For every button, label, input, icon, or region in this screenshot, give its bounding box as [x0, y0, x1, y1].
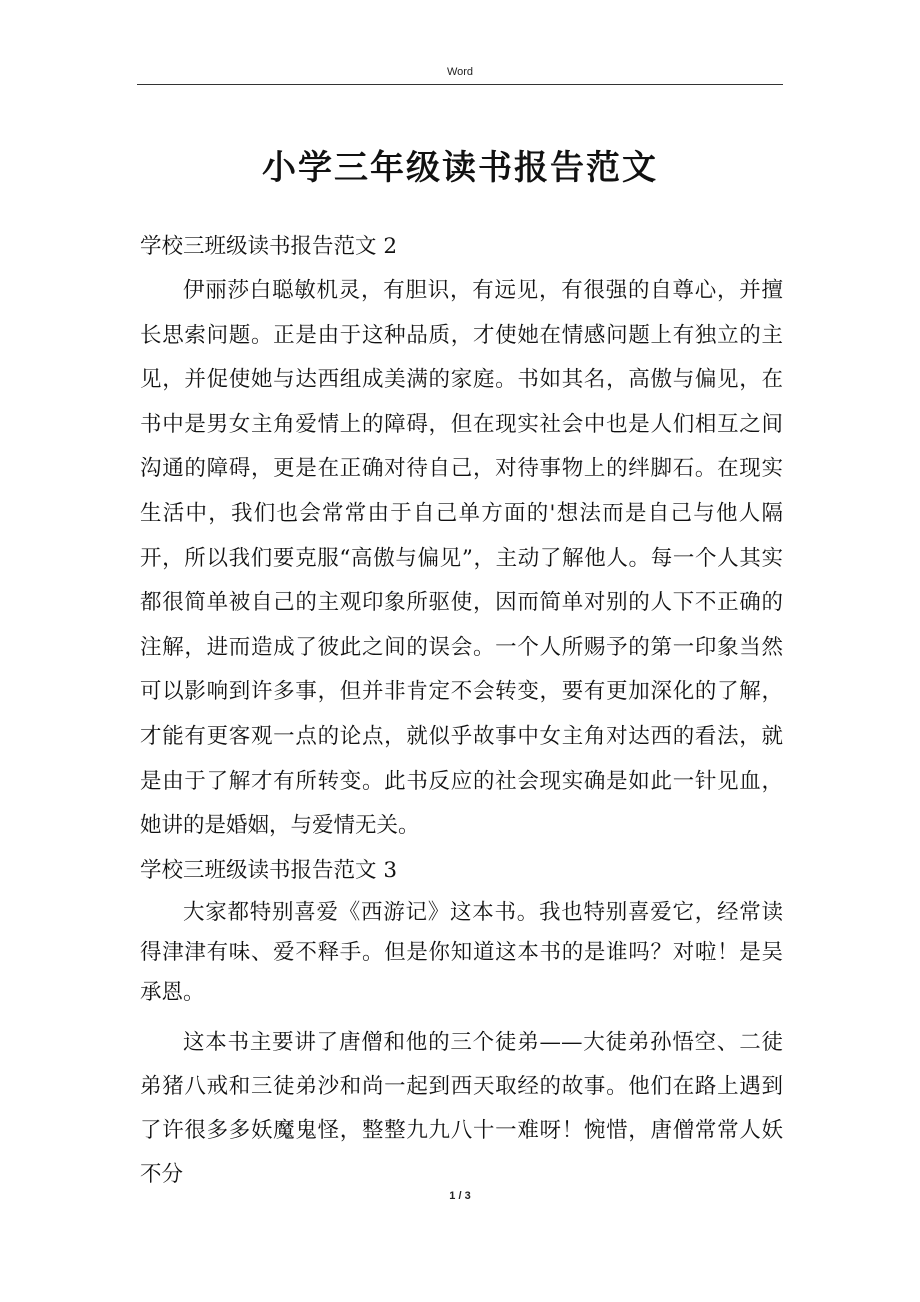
page-number: 1 / 3 — [449, 1190, 471, 1202]
section-heading-3: 学校三班级读书报告范文 3 — [140, 857, 398, 883]
body-paragraph: 伊丽莎白聪敏机灵，有胆识，有远见，有很强的自尊心，并擅长思索问题。正是由于这种品质，才使她在情感问题上有独立的主见，并促使她与达西组成美满的家庭。书如其名，高傲与偏见，在书中是男女主角爱情上的障碍，但在现实社会中也是人们相互之间沟通的障碍，更是在正确对待自己，对待事物上的绊脚石。在现实生活中，我们也会常常由于自己单方面的'想法而是自己与他人隔开，所以我们要克服“高傲与偏见”，主动了解他人。每一个人其实都很简单被自己的主观印象所驱使，因而简单对别的人下不正确的注解，进而造成了彼此之间的误会。一个人所赐予的第一印象当然可以影响到许多事，但并非肯定不会转变，要有更加深化的了解，才能有更客观一点的论点，就似乎故事中女主角对达西的看法，就是由于了解才有所转变。此书反应的社会现实确是如此一针见血，她讲的是婚姻，与爱情无关。 — [140, 278, 783, 839]
body-paragraph: 这本书主要讲了唐僧和他的三个徒弟——大徒弟孙悟空、二徒弟猪八戒和三徒弟沙和尚一起到西天取经的故事。他们在路上遇到了许很多多妖魔鬼怪，整整九九八十一难呀！惋惜，唐僧常常人妖不分 — [140, 1029, 783, 1187]
header-divider — [137, 84, 783, 85]
section-heading-2: 学校三班级读书报告范文 2 — [140, 234, 398, 259]
page-title: 小学三年级读书报告范文 — [262, 148, 658, 188]
document-header-label: Word — [446, 66, 474, 78]
document-body — [140, 225, 783, 1197]
body-paragraph: 大家都特别喜爱《西游记》这本书。我也特别喜爱它，经常读得津津有味、爱不释手。但是你知道这本书的是谁吗？对啦！是吴承恩。 — [140, 899, 783, 1005]
